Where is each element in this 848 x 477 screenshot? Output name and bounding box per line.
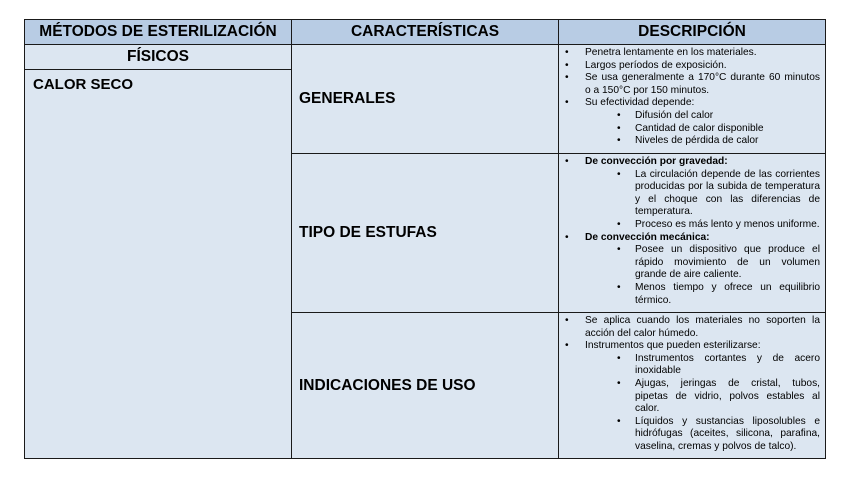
list-item bbox=[563, 232, 820, 308]
characteristic-label: GENERALES bbox=[292, 45, 559, 154]
description-cell bbox=[559, 45, 826, 154]
list-item-text: Instrumentos que pueden esterilizarse: bbox=[585, 340, 761, 352]
list-item bbox=[563, 72, 820, 97]
sub-list-item: • Ajugas, jeringas de cristal, tubos, pipetas de vidrio, polvos estables al calor. bbox=[615, 378, 820, 416]
list-item-text: Se aplica cuando los materiales no soporten la acción del calor húmedo. bbox=[585, 315, 820, 339]
sub-list-item: • Instrumentos cortantes y de acero inoxidable bbox=[615, 353, 820, 378]
description-list bbox=[563, 156, 820, 307]
header-row bbox=[25, 20, 826, 45]
header-descripcion: DESCRIPCIÓN bbox=[559, 20, 826, 45]
sub-list-item: • Posee un dispositivo que produce el rápido movimiento de un volumen grande de aire caliente. bbox=[615, 244, 820, 282]
sub-list bbox=[585, 353, 820, 454]
sub-list-item: • Proceso es más lento y menos uniforme. bbox=[615, 219, 820, 232]
calor-seco-label: CALOR SECO bbox=[25, 70, 291, 99]
list-item-text: Se usa generalmente a 170°C durante 60 minutos o a 150°C por 150 minutos. bbox=[585, 72, 820, 96]
method-cell bbox=[25, 45, 292, 459]
fisicos-label: FÍSICOS bbox=[25, 45, 291, 70]
header-metodos: MÉTODOS DE ESTERILIZACIÓN bbox=[25, 20, 292, 45]
description-list bbox=[563, 47, 820, 148]
sub-list-item: • Menos tiempo y ofrece un equilibrio térmico. bbox=[615, 282, 820, 307]
list-item bbox=[563, 340, 820, 453]
sub-list bbox=[585, 169, 820, 232]
list-item-text: Penetra lentamente en los materiales. bbox=[585, 47, 757, 58]
list-item bbox=[563, 315, 820, 340]
sub-list bbox=[585, 110, 820, 148]
table-row bbox=[25, 45, 826, 154]
sub-list-item: • La circulación depende de las corrientes producidas por la subida de temperatura y el choque con las diferencias de temperatura. bbox=[615, 169, 820, 219]
description-list bbox=[563, 315, 820, 454]
sterilization-table bbox=[24, 19, 826, 459]
list-item bbox=[563, 97, 820, 147]
sub-list bbox=[585, 244, 820, 307]
characteristic-label: TIPO DE ESTUFAS bbox=[292, 154, 559, 313]
characteristic-label: INDICACIONES DE USO bbox=[292, 313, 559, 459]
sub-list-item: • Difusión del calor bbox=[615, 110, 820, 123]
description-cell bbox=[559, 154, 826, 313]
list-item-text: De convección mecánica: bbox=[585, 231, 710, 243]
list-item bbox=[563, 156, 820, 232]
list-item-text: Su efectividad depende: bbox=[585, 97, 695, 109]
description-cell bbox=[559, 313, 826, 459]
sub-list-item: • Cantidad de calor disponible bbox=[615, 123, 820, 136]
list-item bbox=[563, 60, 820, 73]
sub-list-item: • Niveles de pérdida de calor bbox=[615, 135, 820, 148]
header-caracteristicas: CARACTERÍSTICAS bbox=[292, 20, 559, 45]
list-item-text: Largos períodos de exposición. bbox=[585, 59, 727, 71]
list-item bbox=[563, 47, 820, 60]
list-item-text: De convección por gravedad: bbox=[585, 156, 728, 167]
sub-list-item: • Líquidos y sustancias liposolubles e hidrófugas (aceites, silicona, parafina, vaselina, cremas y polvos de talco). bbox=[615, 416, 820, 454]
